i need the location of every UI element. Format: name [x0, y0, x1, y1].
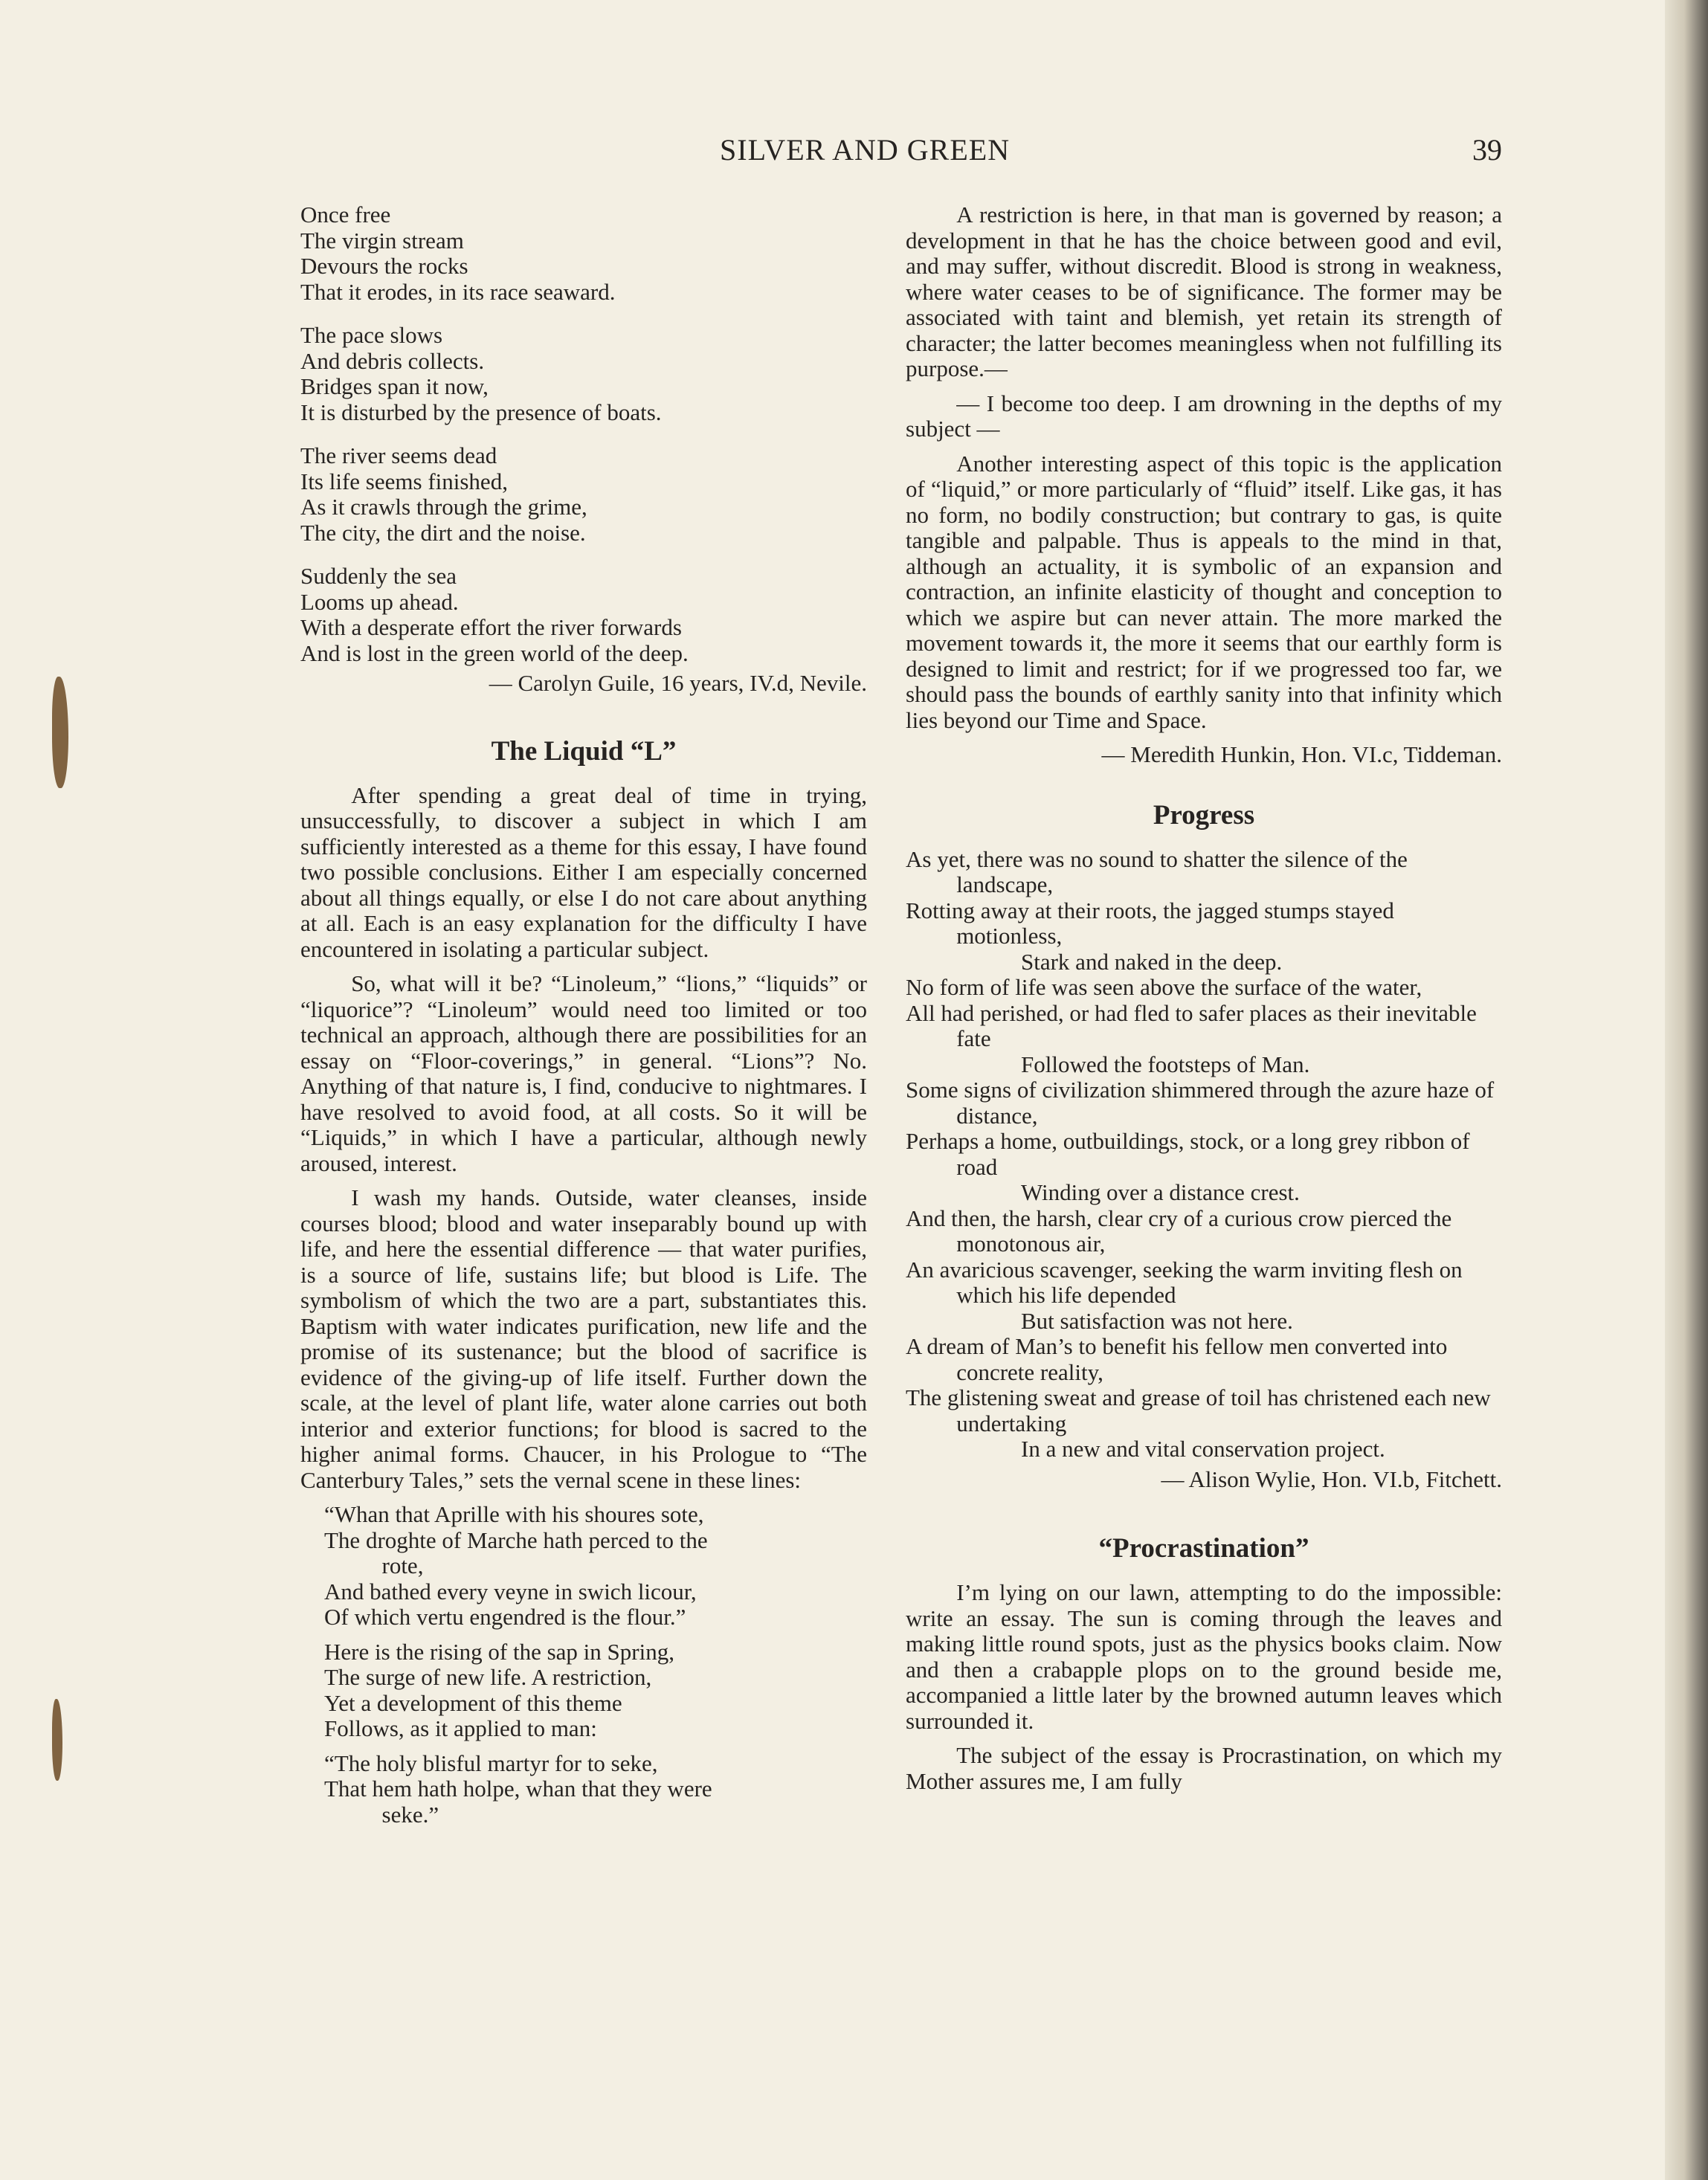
essay-title-liquid: The Liquid “L” — [491, 735, 677, 767]
essay-paragraph: Another interesting aspect of this topic is the application of “liquid,” or more particularly of “fluid” itself. Like gas, it has no form, no bodily construction; but contrary to gas, is quite tangible and palpable. Thus is appeals to the mind in that, although an actuality, it is symbolic of an expansion and contraction, an infinite elasticity of thought and conception to which we aspire but can never attain. The more marked the movement towards it, the more it seems that our earthly form is designed to limit and restrict; for if we progressed too far, we should pass the bounds of earthly sanity into that infinity which lies beyond our Time and Space. — [906, 450, 1502, 733]
poem-line: And debris collects. — [300, 347, 485, 374]
poem-line: Once free — [300, 201, 391, 228]
poem-line: It is disturbed by the presence of boats. — [300, 399, 662, 425]
poem-line: The pace slows — [300, 322, 443, 348]
poem-line: Devours the rocks — [300, 253, 468, 279]
quote-line: Of which vertu engendred is the flour.” — [324, 1604, 686, 1630]
quote-stanza — [324, 1502, 867, 1631]
poem-line: In a new and vital conservation project. — [1021, 1436, 1385, 1462]
poem-stanza — [300, 443, 867, 546]
quote-line: The surge of new life. A restriction, — [324, 1664, 652, 1690]
quote-line: seke.” — [381, 1801, 439, 1828]
poem-credit: — Alison Wylie, Hon. VI.b, Fitchett. — [1161, 1465, 1502, 1492]
river-poem — [300, 202, 867, 697]
poem-line: Rotting away at their roots, the jagged stumps stayed motionless, — [906, 897, 1394, 949]
poem-line: The glistening sweat and grease of toil has christened each new undertaking — [906, 1384, 1491, 1436]
poem-line: An avaricious scavenger, seeking the warm inviting flesh on which his life depended — [906, 1256, 1463, 1308]
essay-credit: — Meredith Hunkin, Hon. VI.c, Tiddeman. — [1101, 741, 1502, 767]
page-number: 39 — [1472, 133, 1502, 167]
poem-line: And is lost in the green world of the deep. — [300, 639, 689, 666]
quote-stanza — [324, 1639, 867, 1742]
poem-line: The virgin stream — [300, 227, 464, 254]
poem-line: With a desperate effort the river forwards — [300, 614, 682, 640]
poem-line: Suddenly the sea — [300, 563, 457, 589]
poem-line: All had perished, or had fled to safer places as their inevitable fate — [906, 999, 1477, 1051]
poem-line: A dream of Man’s to benefit his fellow men converted into concrete reality, — [906, 1333, 1448, 1385]
quote-line: That hem hath holpe, whan that they were — [324, 1776, 712, 1802]
poem-line: And then, the harsh, clear cry of a curious crow pierced the monotonous air, — [906, 1205, 1452, 1257]
poem-line: As yet, there was no sound to shatter the silence of the landscape, — [906, 845, 1408, 897]
quote-line: Here is the rising of the sap in Spring, — [324, 1638, 674, 1665]
page-header — [0, 132, 1708, 177]
quote-line: Yet a development of this theme — [324, 1689, 622, 1716]
binding-stain-lower — [52, 1699, 62, 1781]
poem-stanza — [300, 323, 867, 425]
poem-line: That it erodes, in its race seaward. — [300, 278, 616, 305]
poem-line: Stark and naked in the deep. — [1021, 948, 1283, 975]
quote-line: Follows, as it applied to man: — [324, 1715, 597, 1741]
progress-poem — [906, 847, 1502, 1463]
quote-line: “The holy blisful martyr for to seke, — [324, 1750, 658, 1776]
running-title: SILVER AND GREEN — [720, 133, 1011, 167]
left-column — [300, 202, 867, 1836]
poem-stanza — [300, 202, 867, 305]
quote-line: “Whan that Aprille with his shoures sote, — [324, 1501, 704, 1527]
quote-stanza — [324, 1751, 867, 1828]
poem-line: As it crawls through the grime, — [300, 494, 587, 520]
essay-paragraph: A restriction is here, in that man is governed by reason; a development in that he has the choice between good and evil, and may suffer, without discredit. Blood is strong in weakness, where water ceases to be of significance. The former may be associated with taint and blemish, yet retain its strength of character; the latter becomes meaningless when not fulfilling its purpose.— — [906, 201, 1502, 381]
binding-stain-upper — [52, 677, 68, 788]
poem-line: The city, the dirt and the noise. — [300, 519, 586, 546]
poem-credit: — Carolyn Guile, 16 years, IV.d, Nevile. — [489, 670, 867, 696]
essay-title-procrastination: “Procrastination” — [1098, 1533, 1309, 1564]
poem-line: Bridges span it now, — [300, 373, 489, 399]
poem-line: Looms up ahead. — [300, 588, 459, 615]
page-edge-shadow — [1665, 0, 1708, 2180]
quote-line: The droghte of Marche hath perced to the — [324, 1526, 708, 1553]
right-column — [906, 202, 1502, 1803]
quote-line: And bathed every veyne in swich licour, — [324, 1578, 697, 1605]
chaucer-quote — [300, 1502, 867, 1828]
essay-paragraph: I wash my hands. Outside, water cleanses, inside courses blood; blood and water inseparably bound up with life, and here the essential difference — that water purifies, is a source of life, sustains life; but blood is Life. The symbolism of which the two are a part, substantiates this. Baptism with water indicates purification, new life and the promise of its sustenance; but the blood of sacrifice is evidence of the giving-up of life itself. Further down the scale, at the level of plant life, water alone carries out both interior and exterior functions; for blood is sacred to the higher animal forms. Chaucer, in his Prologue to “The Canterbury Tales,” sets the vernal scene in these lines: — [300, 1184, 867, 1493]
poem-line: The river seems dead — [300, 442, 497, 468]
poem-line: Some signs of civilization shimmered through the azure haze of distance, — [906, 1077, 1495, 1129]
poem-line: But satisfaction was not here. — [1021, 1307, 1293, 1334]
essay-paragraph: So, what will it be? “Linoleum,” “lions,” “liquids” or “liquorice”? “Linoleum” would need too limited or too technical an approach, although there are possibilities for an essay on “Floor-coverings,” in general. “Lions”? No. Anything of that nature is, I find, conducive to nightmares. I have resolved to avoid food, at all costs. So it will be “Liquids,” in which I have a particular, although newly aroused, interest. — [300, 970, 867, 1176]
quote-line: rote, — [381, 1552, 424, 1578]
poem-line: Its life seems finished, — [300, 468, 508, 494]
poem-stanza — [300, 564, 867, 666]
poem-line: Winding over a distance crest. — [1021, 1179, 1300, 1205]
essay-paragraph: I’m lying on our lawn, attempting to do the impossible: write an essay. The sun is coming through the leaves and making little round spots, just as the physics books claim. Now and then a crabapple plops on to the ground beside me, accompanied a little later by the browned autumn leaves which surrounded it. — [906, 1579, 1502, 1734]
poem-line: Perhaps a home, outbuildings, stock, or a long grey ribbon of road — [906, 1128, 1470, 1180]
essay-paragraph: — I become too deep. I am drowning in the depths of my subject — — [906, 390, 1502, 442]
poem-line: No form of life was seen above the surface of the water, — [906, 974, 1422, 1000]
poem-title-progress: Progress — [1153, 799, 1255, 831]
essay-paragraph: After spending a great deal of time in trying, unsuccessfully, to discover a subject in which I am sufficiently interested as a theme for this essay, I have found two possible conclusions. Either I am especially concerned about all things equally, or else I do not care about anything at all. Each is an easy explanation for the difficulty I have encountered in isolating a particular subject. — [300, 781, 867, 962]
essay-paragraph: The subject of the essay is Procrastination, on which my Mother assures me, I am fully — [906, 1742, 1502, 1794]
poem-line: Followed the footsteps of Man. — [1021, 1051, 1310, 1077]
